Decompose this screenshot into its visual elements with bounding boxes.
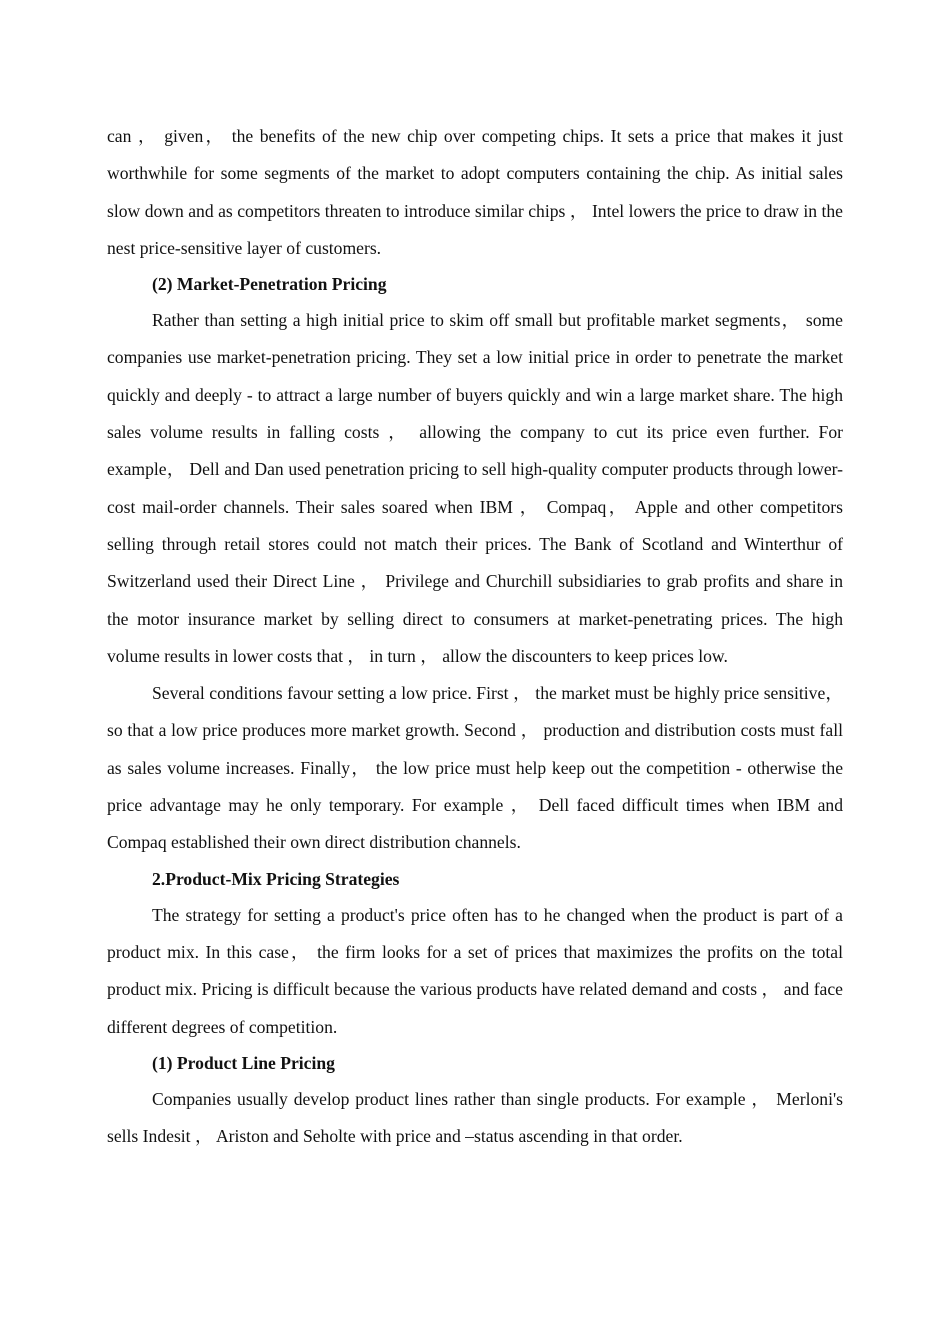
heading-product-mix-pricing: 2.Product-Mix Pricing Strategies <box>152 868 400 889</box>
heading-market-penetration-pricing: (2) Market-Penetration Pricing <box>152 274 387 295</box>
paragraph-product-mix: The strategy for setting a product's price often has to he changed when the product is part of a product mix. In this case， the firm looks for a set of prices that maximizes the profits on the total product mix. Pricing is difficult because the various products have related demand and costs ， and face different degrees of competition. <box>107 904 843 1037</box>
document-page <box>107 118 843 1155</box>
paragraph-intel-pricing: can ， given， the benefits of the new chip over competing chips. It sets a price that makes it just worthwhile for some segments of the market to adopt computers containing the chip. As initial sales slow down and as competitors threaten to introduce similar chips ， Intel lowers the price to draw in the nest price-sensitive layer of customers. <box>107 126 843 258</box>
paragraph-low-price-conditions: Several conditions favour setting a low price. First ， the market must be highly price sensitive， so that a low price produces more market growth. Second ， production and distribution costs must fall as sales volume increases. Finally， the low price must help keep out the competition - otherwise the price advantage may he only temporary. For example ， Dell faced difficult times when IBM and Compaq established their own direct distribution channels. <box>107 683 843 853</box>
paragraph-market-penetration: Rather than setting a high initial price to skim off small but profitable market segments， some companies use market-penetration pricing. They set a low initial price in order to penetrate the market quickly and deeply - to attract a large number of buyers quickly and win a large market share. The high sales volume results in falling costs ， allowing the company to cut its price even further. For example， Dell and Dan used penetration pricing to sell high-quality computer products through lower-cost mail-order channels. Their sales soared when IBM ， Compaq， Apple and other competitors selling through retail stores could not match their prices. The Bank of Scotland and Winterthur of Switzerland used their Direct Line ， Privilege and Churchill subsidiaries to grab profits and share in the motor insurance market by selling direct to consumers at market-penetrating prices. The high volume results in lower costs that ， in turn ， allow the discounters to keep prices low. <box>107 310 843 666</box>
heading-product-line-pricing: (1) Product Line Pricing <box>152 1052 335 1073</box>
paragraph-product-lines: Companies usually develop product lines rather than single products. For example ， Merloni's sells Indesit ， Ariston and Seholte with price and –status ascending in that order. <box>107 1088 843 1147</box>
